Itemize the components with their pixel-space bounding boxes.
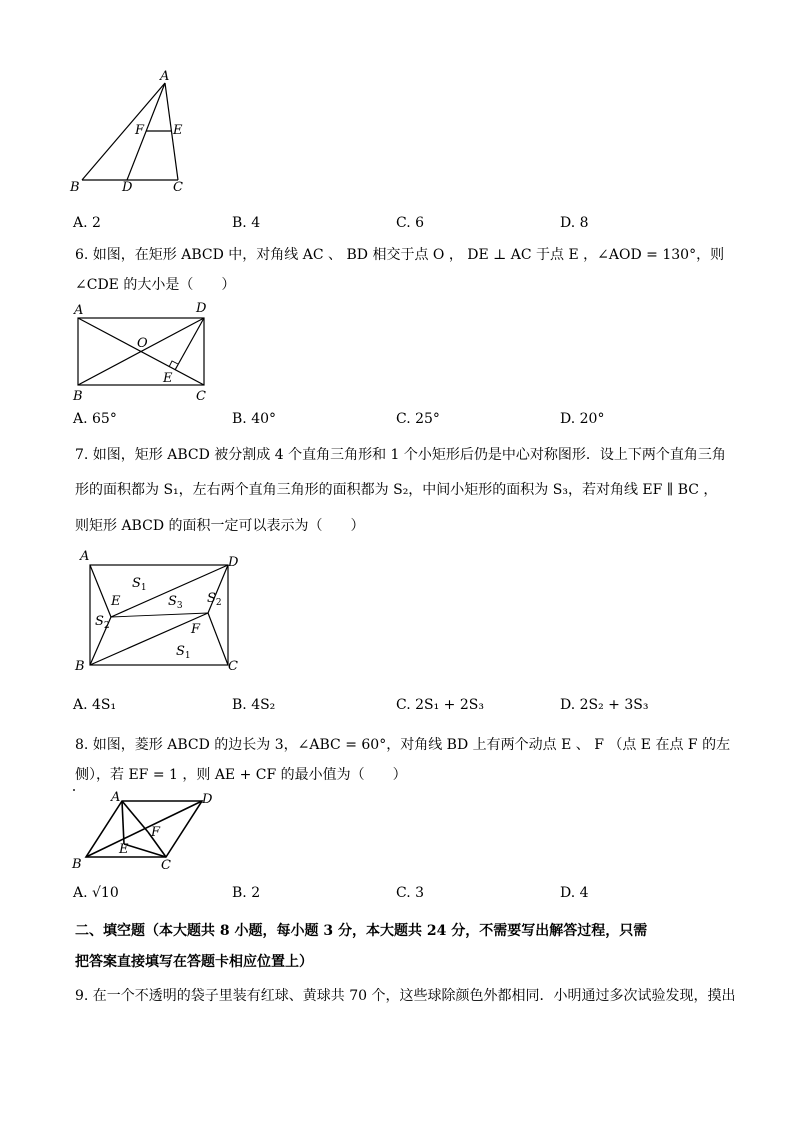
q8-option-b: B. 2 (232, 885, 261, 901)
q8-option-c: C. 3 (396, 885, 425, 901)
label-B: B (70, 180, 80, 195)
label-E: E (163, 371, 173, 386)
q5-option-c: C. 6 (396, 215, 425, 231)
label-D: D (122, 180, 133, 195)
q7-option-c: C. 2S₁ + 2S₃ (396, 697, 484, 713)
q7-option-b: B. 4S₂ (232, 697, 276, 713)
label-B: B (75, 659, 85, 674)
q7-text-line3: 则矩形 ABCD 的面积一定可以表示为（ ） (75, 518, 365, 534)
label-O: O (137, 336, 148, 351)
label-A: A (74, 303, 84, 318)
label-S2-right: $S_2$ (207, 591, 222, 608)
figure-q5-triangle (65, 65, 205, 200)
section2-heading-line1: 二、填空题（本大题共 8 小题，每小题 3 分，本大题共 24 分，不需要写出解答过程，只需 (75, 923, 648, 939)
q5-option-b: B. 4 (232, 215, 261, 231)
label-E: E (119, 842, 129, 857)
label-C: C (161, 858, 171, 873)
q7-text-line2: 形的面积都为 S₁，左右两个直角三角形的面积都为 S₂，中间小矩形的面积为 S₃，若对角线 EF ∥ BC ， (75, 482, 718, 498)
figure-q8-rhombus (68, 787, 228, 877)
q7-option-d: D. 2S₂ + 3S₃ (560, 697, 649, 713)
label-S3: $S_3$ (168, 594, 183, 611)
q8-option-d: D. 4 (560, 885, 589, 901)
q7-text-line1: 7. 如图，矩形 ABCD 被分割成 4 个直角三角形和 1 个小矩形后仍是中心对称图形．设上下两个直角三角 (75, 447, 726, 463)
label-C: C (228, 659, 238, 674)
q6-option-a: A. 65° (73, 411, 117, 427)
label-S2-left: $S_2$ (95, 614, 110, 631)
label-F: F (135, 123, 145, 138)
q6-text-line1: 6. 如图，在矩形 ABCD 中，对角线 AC 、 BD 相交于点 O ， DE ⊥ AC 于点 E ，∠AOD = 130°，则 (75, 247, 725, 263)
q7-option-a: A. 4S₁ (73, 697, 117, 713)
label-B: B (73, 389, 83, 404)
q6-text-line2: ∠CDE 的大小是（ ） (75, 277, 236, 293)
label-A: A (111, 790, 121, 805)
q6-option-c: C. 25° (396, 411, 440, 427)
label-D: D (228, 555, 239, 570)
label-C: C (196, 389, 206, 404)
q6-option-d: D. 20° (560, 411, 605, 427)
q6-option-b: B. 40° (232, 411, 277, 427)
q8-text-line1: 8. 如图，菱形 ABCD 的边长为 3，∠ABC = 60°，对角线 BD 上有两个动点 E 、 F （点 E 在点 F 的左 (75, 737, 731, 753)
label-F: F (191, 622, 201, 637)
q8-text-line2: 侧），若 EF = 1 ，则 AE + CF 的最小值为（ ） (75, 767, 407, 783)
label-S1-top: $S_1$ (132, 576, 147, 593)
label-B: B (72, 857, 82, 872)
label-E: E (111, 594, 121, 609)
q5-option-d: D. 8 (560, 215, 589, 231)
figure-q6-rectangle (65, 298, 225, 404)
label-S1-bottom: $S_1$ (176, 644, 191, 661)
label-D: D (202, 792, 213, 807)
q8-option-a: A. √10 (73, 885, 119, 901)
label-A: A (80, 549, 90, 564)
label-D: D (196, 301, 207, 316)
section2-heading-line2: 把答案直接填写在答题卡相应位置上） (75, 954, 313, 970)
q5-option-a: A. 2 (73, 215, 101, 231)
label-F: F (151, 825, 161, 840)
label-C: C (173, 180, 183, 195)
label-E: E (173, 123, 183, 138)
q9-text-line1: 9. 在一个不透明的袋子里装有红球、黄球共 70 个，这些球除颜色外都相同．小明通过多次试验发现，摸出 (75, 988, 736, 1004)
label-A: A (160, 69, 170, 84)
figure-q7-rectangle (70, 545, 250, 675)
